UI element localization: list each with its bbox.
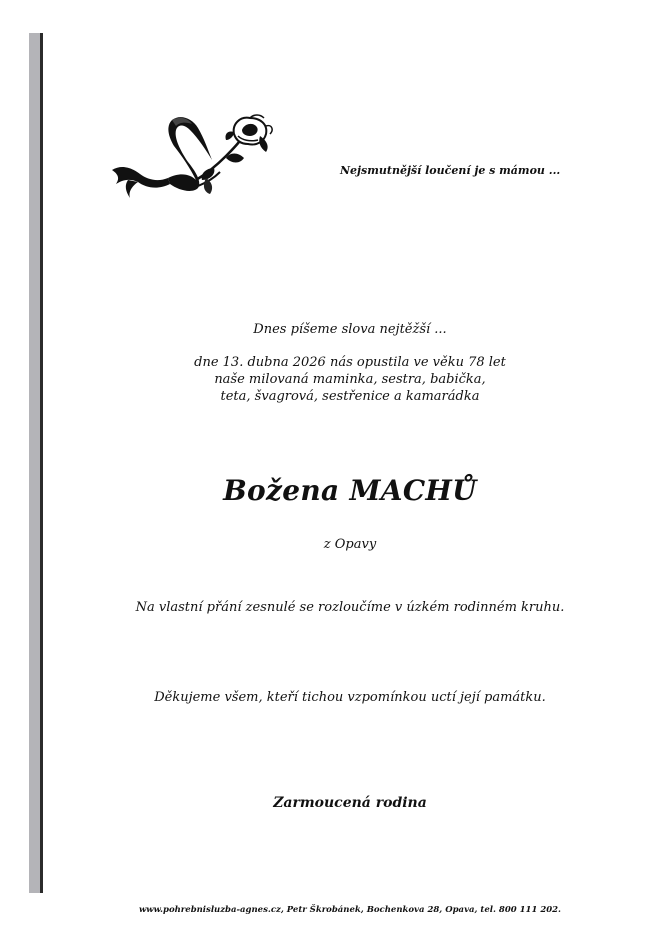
intro-text: Dnes píšeme slova nejtěžší ... <box>253 322 447 337</box>
motto-text: Nejsmutnější loučení je s mámou ... <box>340 164 561 177</box>
announcement-text <box>60 354 640 405</box>
origin-text: z Opavy <box>323 537 377 552</box>
footer-contact: www.pohrebnisluzba-agnes.cz, Petr Škrobánek, Bochenkova 28, Opava, tel. 800 111 202. <box>138 905 562 915</box>
announcement-line: naše milovaná maminka, sestra, babička, <box>214 372 486 387</box>
rose-with-ribbon-icon <box>110 112 275 204</box>
deceased-name: Božena MACHŮ <box>223 474 477 507</box>
announcement-line: dne 13. dubna 2026 nás opustila ve věku 78 let <box>194 355 506 370</box>
signature-text: Zarmoucená rodina <box>273 795 427 811</box>
left-border-bar <box>29 33 40 893</box>
farewell-text: Na vlastní přání zesnulé se rozloučíme v úzkém rodinném kruhu. <box>135 600 565 615</box>
thanks-text: Děkujeme všem, kteří tichou vzpomínkou uctí její památku. <box>154 690 546 705</box>
announcement-line: teta, švagrová, sestřenice a kamarádka <box>220 389 480 404</box>
